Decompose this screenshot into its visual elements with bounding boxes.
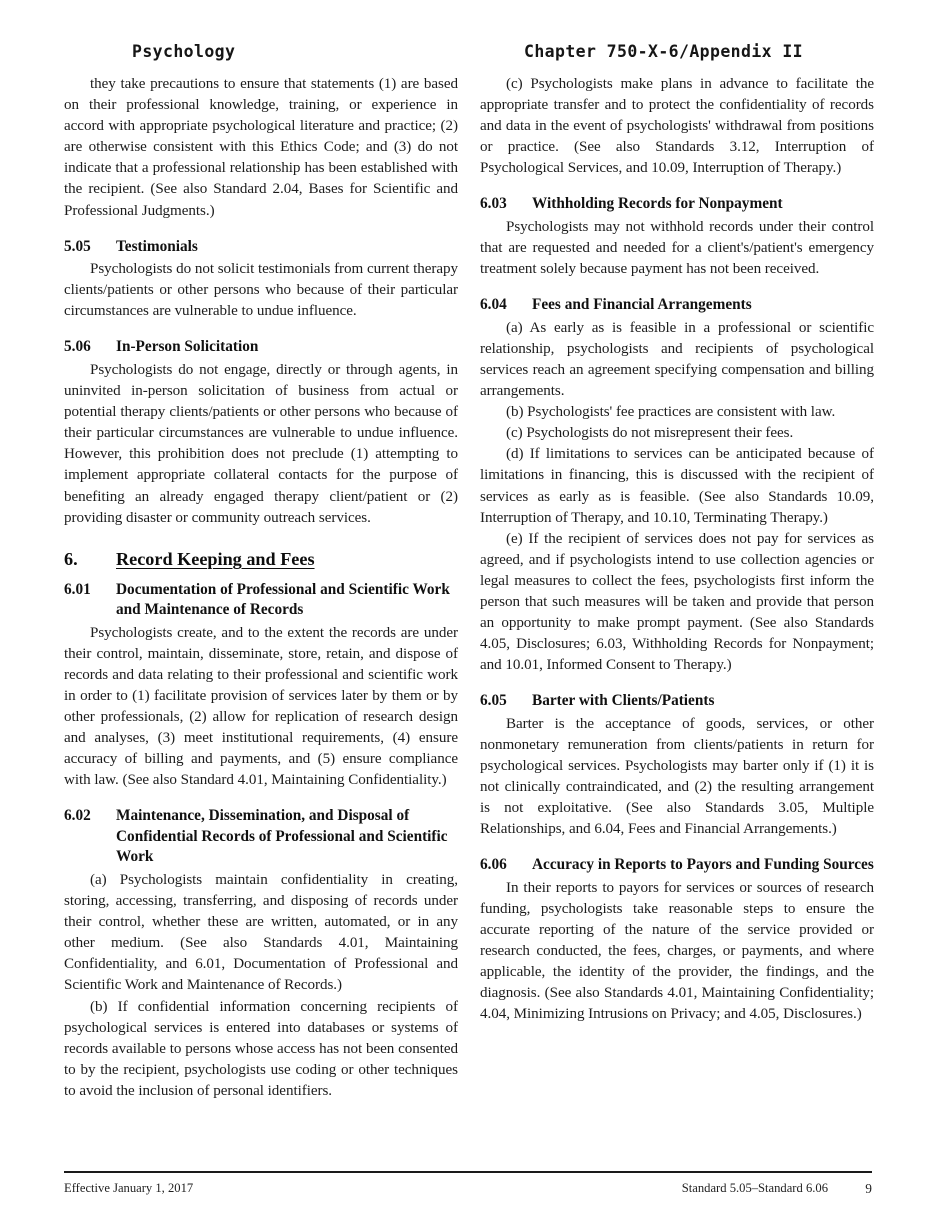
section-paragraph: (e) If the recipient of services does not pay for services as agreed, and if psychologists intend to use collection agencies or legal measures to collect the fees, psychologists first inform the person that such measures will be taken and provide that person an opportunity to make prompt payment. (See also Standards 4.05, Disclosures; 6.03, Withholding Records for Nonpayment; and 10.01, Informed Consent to Therapy.) (480, 530, 874, 674)
section-heading-6-05 (480, 691, 874, 712)
footer-page-number: 9 (865, 1181, 872, 1196)
left-column (64, 74, 458, 1160)
section-heading-6-03 (480, 194, 874, 215)
section-paragraph: (a) Psychologists maintain confidentiality in creating, storing, accessing, transferring, and disposing of records under their control, whether these are written, automated, or in any other medium. (See also Standards 4.01, Maintaining Confidentiality, and 6.01, Documentation of Professional and Scientific Work and Maintenance of Records.) (64, 871, 458, 994)
page-footer (64, 1181, 872, 1203)
section-heading-6-06 (480, 855, 874, 876)
section-paragraph: Psychologists do not engage, directly or through agents, in uninvited in-person solicitation of business from actual or potential therapy clients/patients or other persons who because of their particular circumstances are vulnerable to undue influence. However, this prohibition does not preclude (1) attempting to implement appropriate collateral contacts for the purpose of benefiting an already engaged therapy client/patient or (2) providing disaster or community outreach services. (64, 361, 458, 526)
section-heading-5-05 (64, 237, 458, 258)
section-title: Documentation of Professional and Scientific Work and Maintenance of Records (116, 580, 450, 619)
running-head (64, 42, 872, 68)
section-number: 6.03 (480, 195, 507, 213)
part-title: Record Keeping and Fees (116, 548, 315, 569)
footer-effective-date: Effective January 1, 2017 (64, 1181, 194, 1195)
section-heading-6-04 (480, 295, 874, 316)
section-number: 6.01 (64, 580, 91, 598)
section-paragraph: (b) Psychologists' fee practices are consistent with law. (506, 404, 836, 421)
section-number: 6.04 (480, 296, 507, 314)
continued-paragraph: they take precautions to ensure that statements (1) are based on their professional knowledge, training, or experience in accord with appropriate psychological literature and practice; (2) are otherwise consistent with this Ethics Code; and (3) do not indicate that a professional relationship has been established with the recipient. (See also Standard 2.04, Bases for Scientific and Professional Judgments.) (64, 76, 458, 219)
footer-standard-range: Standard 5.05–Standard 6.06 (681, 1181, 828, 1195)
section-heading-6-02 (64, 806, 458, 868)
section-title: In-Person Solicitation (116, 338, 259, 356)
section-heading-6-01 (64, 580, 458, 621)
section-paragraph: Psychologists may not withhold records under their control that are requested and needed for a client's/patient's emergency treatment solely because payment has not been received. (480, 218, 874, 278)
section-paragraph: Psychologists create, and to the extent the records are under their control, maintain, disseminate, store, retain, and dispose of records and data relating to their professional and scientific work in order to (1) facilitate provision of services later by them or by other professionals, (2) allow for replication of research design and analyses, (3) meet institutional requirements, (4) ensure accuracy of billing and payments, and (5) ensure compliance with law. (See also Standard 4.01, Maintaining Confidentiality.) (64, 624, 458, 789)
right-column (480, 74, 874, 1160)
section-title: Accuracy in Reports to Payors and Funding Sources (532, 856, 874, 874)
section-paragraph: (a) As early as is feasible in a professional or scientific relationship, psychologists and recipients of psychological services reach an agreement specifying compensation and billing arrangements. (480, 319, 874, 400)
continued-paragraph: (c) Psychologists make plans in advance to facilitate the appropriate transfer and to protect the confidentiality of records and data in the event of psychologists' withdrawal from positions or practice. (See also Standards 3.12, Interruption of Psychological Services, and 10.09, Interruption of Therapy.) (480, 76, 874, 177)
two-column-body (64, 74, 874, 1160)
section-title: Fees and Financial Arrangements (532, 296, 752, 314)
running-head-right: Chapter 750-X-6/Appendix II (524, 42, 804, 61)
section-heading-5-06 (64, 337, 458, 358)
section-paragraph: (b) If confidential information concerning recipients of psychological services is entered into databases or systems of records available to persons whose access has not been consented to by the recipient, psychologists use coding or other techniques to avoid the inclusion of personal identifiers. (64, 998, 458, 1099)
section-number: 6.02 (64, 807, 91, 825)
section-title: Maintenance, Dissemination, and Disposal of Confidential Records of Professional and Scientific Work (116, 807, 448, 866)
section-title: Testimonials (116, 237, 198, 255)
section-paragraph: Psychologists do not solicit testimonials from current therapy clients/patients or other persons who because of their particular circumstances are vulnerable to undue influence. (64, 261, 458, 320)
section-number: 6.05 (480, 692, 507, 710)
section-number: 5.05 (64, 237, 91, 255)
section-paragraph: (c) Psychologists do not misrepresent their fees. (506, 425, 794, 442)
section-paragraph: (d) If limitations to services can be anticipated because of limitations in financing, this is discussed with the recipient of services as early as is feasible. (See also Standards 10.09, Interruption of Therapy, and 10.10, Terminating Therapy.) (480, 446, 874, 526)
section-number: 6.06 (480, 856, 507, 874)
part-number: 6. (64, 548, 78, 569)
section-number: 5.06 (64, 338, 91, 356)
section-title: Withholding Records for Nonpayment (532, 195, 783, 213)
section-paragraph: Barter is the acceptance of goods, services, or other nonmonetary remuneration from clients/patients in return for psychological services. Psychologists may barter only if (1) it is not clinically contraindicated, and (2) the resulting arrangement is not exploitative. (See also Standards 3.05, Multiple Relationships, and 6.04, Fees and Financial Arrangements.) (480, 715, 874, 838)
section-paragraph: In their reports to payors for services or sources of research funding, psychologists take reasonable steps to ensure the accurate reporting of the nature of the service provided or research conducted, the fees, charges, or payments, and where applicable, the identity of the provider, the findings, and the diagnosis. (See also Standards 4.01, Maintaining Confidentiality; 4.04, Minimizing Intrusions on Privacy; and 4.05, Disclosures.) (480, 879, 874, 1023)
section-title: Barter with Clients/Patients (532, 692, 715, 710)
footer-divider (64, 1171, 872, 1173)
part-heading-6 (64, 548, 458, 571)
running-head-left: Psychology (132, 42, 236, 61)
